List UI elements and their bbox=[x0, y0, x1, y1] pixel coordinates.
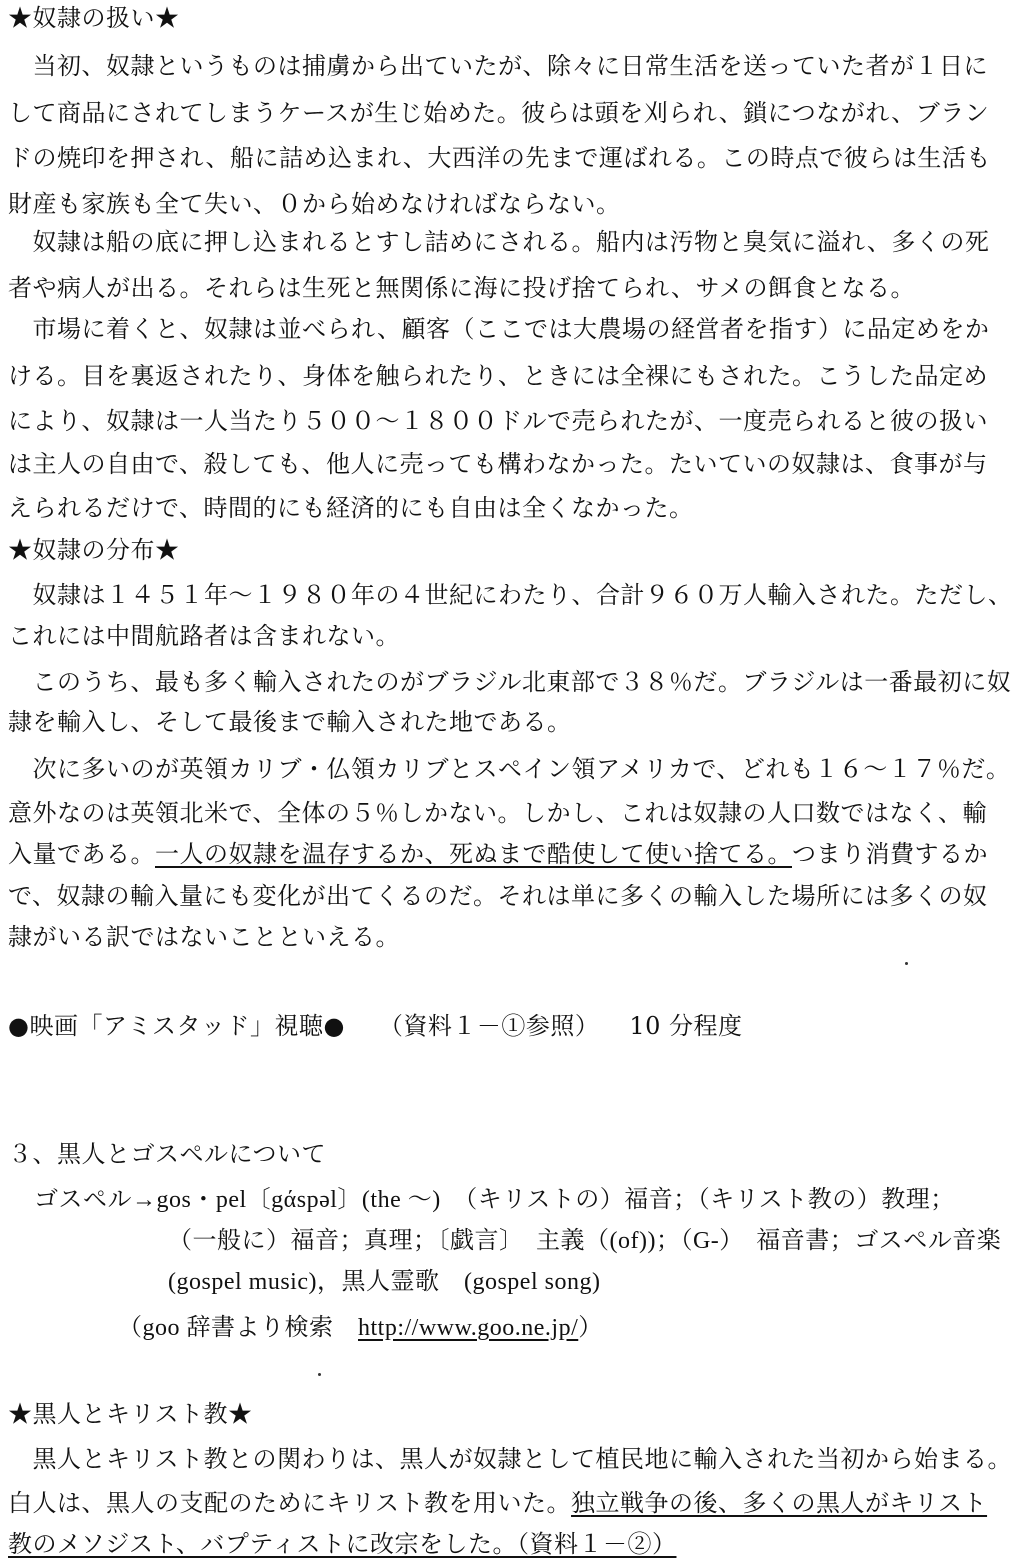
paragraph-line: ける。目を裏返されたり、身体を触られたり、ときには全裸にもされた。こうした品定め bbox=[8, 362, 988, 390]
paragraph-line: えられるだけで、時間的にも経済的にも自由は全くなかった。 bbox=[8, 494, 694, 522]
underlined-text: 教のメソジスト、バプティストに改宗をした。（資料１－②） bbox=[8, 1530, 677, 1558]
definition-line bbox=[34, 1183, 1024, 1216]
underlined-text: 一人の奴隷を温存するか、死ぬまで酷使して使い捨てる。 bbox=[155, 840, 792, 868]
paragraph-line: は主人の自由で、殺しても、他人に売っても構わなかった。たいていの奴隷は、食事が与 bbox=[8, 450, 988, 478]
paragraph-line: このうち、最も多く輸入されたのがブラジル北東部で３８％だ。ブラジルは一番最初に奴 bbox=[8, 668, 1012, 696]
scan-speck bbox=[905, 962, 908, 965]
paragraph-line bbox=[8, 1528, 1026, 1560]
section-heading-distribution: ★奴隷の分布★ bbox=[8, 536, 180, 564]
paragraph-line: 意外なのは英領北米で、全体の５％しかない。しかし、これは奴隷の人口数ではなく、輸 bbox=[8, 799, 988, 827]
paragraph-line: 者や病人が出る。それらは生死と無関係に海に投げ捨てられ、サメの餌食となる。 bbox=[8, 274, 915, 302]
paragraph-line: して商品にされてしまうケースが生じ始めた。彼らは頭を刈られ、鎖につながれ、ブラン bbox=[8, 99, 990, 127]
film-line bbox=[8, 1010, 1026, 1042]
paragraph-line: 奴隷は船の底に押し込まれるとすし詰めにされる。船内は汚物と臭気に溢れ、多くの死 bbox=[8, 228, 990, 256]
text-run: つまり消費するか bbox=[792, 840, 988, 868]
paragraph-line: 隷を輸入し、そして最後まで輸入された地である。 bbox=[8, 708, 572, 736]
paragraph-line: 財産も家族も全て失い、０から始めなければならない。 bbox=[8, 190, 621, 218]
paragraph-line: 奴隷は１４５１年～１９８０年の４世紀にわたり、合計９６０万人輸入された。ただし、 bbox=[8, 581, 1013, 609]
source-text: （goo 辞書より検索 bbox=[118, 1315, 358, 1341]
paragraph-line bbox=[8, 1487, 1026, 1519]
section-heading-treatment: ★奴隷の扱い★ bbox=[8, 4, 180, 32]
pronunciation: 〔gάspəl〕 bbox=[246, 1187, 362, 1213]
definition-line: (gospel music)，黒人霊歌 (gospel song) bbox=[168, 1269, 601, 1295]
paragraph-line bbox=[8, 838, 1026, 870]
scan-speck bbox=[318, 1373, 321, 1376]
source-text: ） bbox=[578, 1315, 603, 1341]
paragraph-line: 市場に着くと、奴隷は並べられ、顧客（ここでは大農場の経営者を指す）に品定めをか bbox=[8, 315, 990, 343]
definition-text: (the ～) （キリストの）福音；（キリスト教の）教理； bbox=[361, 1187, 955, 1213]
source-line bbox=[118, 1312, 1018, 1344]
paragraph-line: 次に多いのが英領カリブ・仏領カリブとスペイン領アメリカで、どれも１６～１７％だ。 bbox=[8, 755, 1011, 783]
section-heading-christianity: ★黒人とキリスト教★ bbox=[8, 1400, 253, 1428]
text-run: 入量である。 bbox=[8, 840, 155, 868]
definition-line: （一般に）福音；真理；〔戯言〕 主義（(of))；（G-） 福音書；ゴスペル音楽 bbox=[168, 1228, 1002, 1254]
underlined-text: 独立戦争の後、多くの黒人がキリスト bbox=[571, 1489, 988, 1517]
paragraph-line: 当初、奴隷というものは捕虜から出ていたが、除々に日常生活を送っていた者が１日に bbox=[8, 52, 988, 80]
paragraph-line: これには中間航路者は含まれない。 bbox=[8, 622, 400, 650]
source-link[interactable]: http://www.goo.ne.jp/ bbox=[358, 1315, 579, 1341]
paragraph-line: により、奴隷は一人当たり５００～１８００ドルで売られたが、一度売られると彼の扱い bbox=[8, 407, 988, 435]
text-run: 白人は、黒人の支配のためにキリスト教を用いた。 bbox=[8, 1489, 572, 1517]
film-duration: 10 分程度 bbox=[629, 1012, 743, 1040]
section-heading-gospel: ３、黒人とゴスペルについて bbox=[8, 1140, 327, 1168]
paragraph-line: 隷がいる訳ではないことといえる。 bbox=[8, 923, 400, 951]
paragraph-line: で、奴隷の輸入量にも変化が出てくるのだ。それは単に多くの輸入した場所には多くの奴 bbox=[8, 882, 988, 910]
paragraph-line: 黒人とキリスト教との関わりは、黒人が奴隷として植民地に輸入された当初から始まる。 bbox=[8, 1445, 1013, 1473]
film-reference: （資料１－①参照） bbox=[378, 1012, 600, 1040]
paragraph-line: ドの焼印を押され、船に詰め込まれ、大西洋の先まで運ばれる。この時点で彼らは生活も bbox=[8, 144, 991, 172]
definition-headword: ゴスペル→gos・pel bbox=[34, 1187, 247, 1213]
film-title: ●映画「アミスタッド」視聴● bbox=[8, 1012, 345, 1040]
